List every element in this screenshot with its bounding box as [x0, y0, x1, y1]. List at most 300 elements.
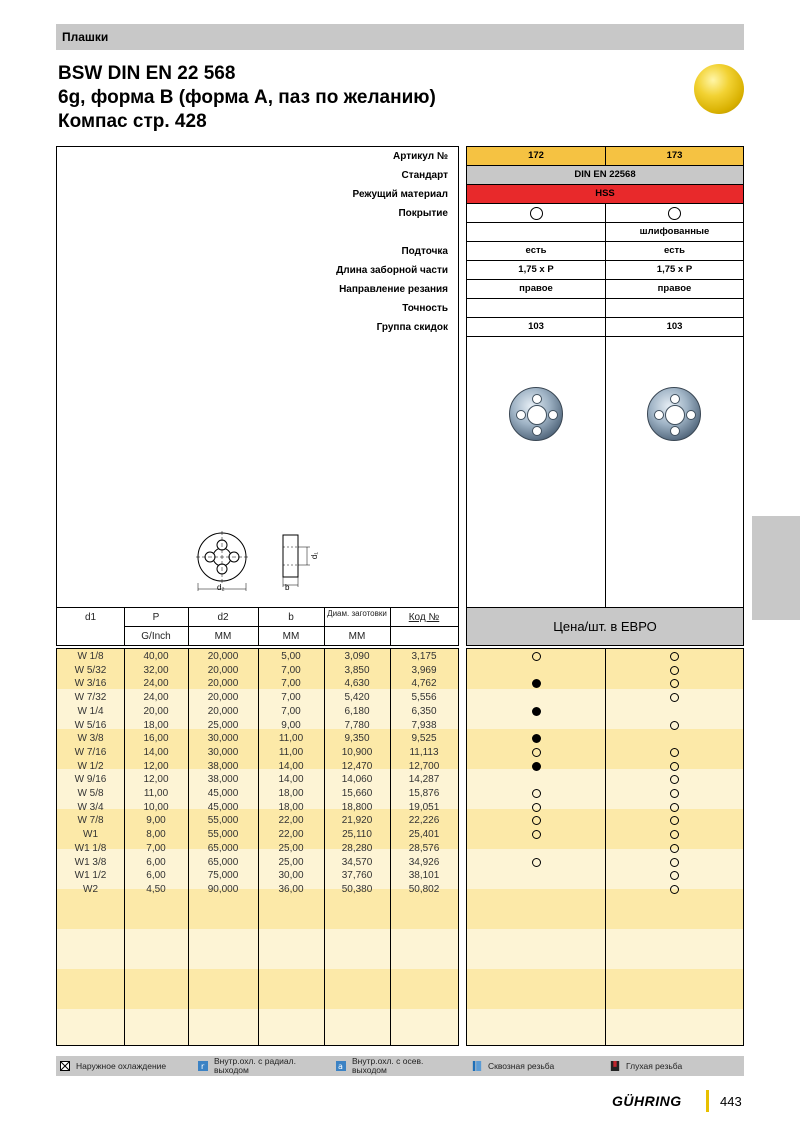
availability-row: [467, 774, 743, 785]
section-header: Плашки: [56, 24, 744, 50]
title-line-1: BSW DIN EN 22 568: [58, 63, 236, 84]
cell-blank: 14,060: [341, 774, 373, 786]
availability-173: [605, 884, 743, 895]
cell-b: 22,00: [278, 829, 304, 841]
cell-blank: 21,920: [341, 815, 373, 827]
cell-blank: 9,350: [344, 733, 370, 745]
article-row: [467, 147, 743, 166]
open-circle-icon: [670, 652, 679, 661]
open-circle-icon: [670, 885, 679, 894]
cell-p: 18,00: [143, 719, 169, 731]
cell-b: 7,00: [281, 664, 301, 676]
cell-d2: 20,000: [207, 678, 239, 690]
availability-173: [605, 843, 743, 854]
cell-d2: 20,000: [207, 692, 239, 704]
availability-173: [605, 870, 743, 881]
legend-text: Внутр.охл. с радиал. выходом: [214, 1056, 296, 1075]
open-circle-icon: [532, 816, 541, 825]
table-row: [57, 651, 458, 662]
cell-d2: 38,000: [207, 760, 239, 772]
cell-blank: 34,570: [341, 856, 373, 868]
cell-code: 28,576: [408, 842, 440, 854]
cell-d1: W 5/8: [77, 788, 104, 799]
availability-row: [467, 706, 743, 717]
die-side-view: [283, 535, 310, 587]
availability-172: [467, 843, 605, 854]
coating-note-row: [467, 223, 743, 242]
cell-d1: W 5/32: [74, 664, 107, 676]
cell-b: 14,00: [278, 774, 304, 786]
availability-row: [467, 733, 743, 744]
open-circle-icon: [532, 830, 541, 839]
table-row: [57, 815, 458, 826]
availability-row: [467, 802, 743, 813]
cell-code: 14,287: [408, 774, 440, 786]
table-row: [57, 720, 458, 731]
cell-d2: 30,000: [207, 733, 239, 745]
open-circle-icon: [670, 721, 679, 730]
cell-d2: 45,000: [207, 788, 239, 799]
col-d1: d1: [84, 612, 97, 623]
article-172: 172: [528, 150, 544, 161]
cell-code: 11,113: [409, 746, 439, 758]
availability-172: [467, 747, 605, 758]
open-circle-icon: [670, 748, 679, 757]
cell-blank: 37,760: [341, 870, 373, 882]
label-discount: Группа скидок: [376, 322, 448, 333]
chamfer-173: есть: [605, 242, 743, 260]
cell-code: 12,700: [408, 760, 440, 772]
availability-row: [467, 747, 743, 758]
availability-row: [467, 870, 743, 881]
open-circle-icon: [532, 652, 541, 661]
cell-d1: W 3/16: [74, 678, 107, 690]
spec-label-list: [118, 147, 448, 337]
open-circle-icon: [670, 803, 679, 812]
cell-b: 14,00: [278, 760, 304, 772]
availability-172: [467, 774, 605, 785]
material-value: HSS: [595, 188, 615, 199]
coating-row: [467, 204, 743, 223]
product-title: [58, 62, 658, 134]
cell-d1: W 7/16: [74, 746, 107, 758]
table-body-dimensions: [56, 648, 459, 1046]
availability-row: [467, 815, 743, 826]
open-circle-icon: [532, 858, 541, 867]
table-row: [57, 761, 458, 772]
cell-b: 18,00: [278, 801, 304, 813]
accuracy-row: [467, 299, 743, 318]
cell-code: 3,969: [411, 664, 437, 676]
legend-blind-thread: [610, 1056, 682, 1076]
cell-code: 4,762: [411, 678, 437, 690]
lead-173: 1,75 x P: [605, 261, 743, 279]
cell-d2: 20,000: [207, 651, 239, 662]
cell-p: 16,00: [143, 733, 169, 745]
drawing-label-d1: d₁: [310, 551, 320, 560]
spec-labels-panel: [56, 146, 459, 608]
cell-d1: W 1/8: [77, 651, 104, 662]
availability-172: [467, 857, 605, 868]
cell-d2: 20,000: [207, 705, 239, 717]
accuracy-172: [467, 299, 605, 317]
col-code: Код №: [408, 612, 440, 623]
cell-code: 34,926: [408, 856, 440, 868]
cell-blank: 15,660: [341, 788, 373, 799]
cell-p: 11,00: [143, 788, 169, 799]
title-line-2: 6g, форма B (форма A, паз по желанию): [58, 87, 436, 108]
cell-d2: 55,000: [207, 815, 239, 827]
cell-p: 12,00: [143, 760, 169, 772]
cell-code: 25,401: [408, 829, 440, 841]
cell-d1: W2: [83, 883, 98, 895]
availability-173: [605, 802, 743, 813]
availability-172: [467, 720, 605, 731]
label-accuracy: Точность: [402, 303, 448, 314]
unit-p: G/Inch: [141, 631, 171, 642]
availability-173: [605, 678, 743, 689]
col-b: b: [288, 612, 294, 623]
cell-d1: W 9/16: [74, 774, 107, 786]
table-row: [57, 692, 458, 703]
cell-p: 14,00: [143, 746, 169, 758]
die-drawing: [192, 525, 342, 595]
table-row: [57, 706, 458, 717]
cell-d2: 65,000: [207, 842, 239, 854]
cell-d1: W 7/8: [77, 815, 104, 827]
table-body-availability: [466, 648, 744, 1046]
cell-code: 22,226: [408, 815, 440, 827]
availability-173: [605, 706, 743, 717]
cell-p: 10,00: [143, 801, 169, 813]
cell-b: 36,00: [278, 883, 304, 895]
price-header: Цена/шт. в ЕВРО: [466, 608, 744, 646]
table-row: [57, 884, 458, 895]
legend-external-coolant: [60, 1056, 166, 1076]
availability-173: [605, 747, 743, 758]
availability-173: [605, 720, 743, 731]
cell-code: 50,802: [408, 883, 440, 895]
availability-172: [467, 870, 605, 881]
open-circle-icon: [532, 748, 541, 757]
cell-d2: 45,000: [207, 801, 239, 813]
availability-173: [605, 788, 743, 799]
title-line-3: Компас стр. 428: [58, 111, 207, 132]
drawing-label-b: b: [285, 583, 290, 592]
availability-172: [467, 733, 605, 744]
availability-row: [467, 720, 743, 731]
availability-row: [467, 665, 743, 676]
open-circle-icon: [670, 775, 679, 784]
cell-b: 7,00: [281, 678, 301, 690]
availability-173: [605, 665, 743, 676]
label-chamfer: Подточка: [401, 246, 448, 257]
label-material: Режущий материал: [352, 189, 448, 200]
label-article: Артикул №: [393, 151, 448, 162]
cell-d1: W1: [83, 829, 98, 841]
cell-code: 5,556: [411, 692, 437, 704]
coating-note-172: [467, 223, 605, 241]
blind-thread-icon: [610, 1061, 620, 1071]
cell-d1: W 1/2: [77, 760, 104, 772]
cell-d1: W1 3/8: [74, 856, 107, 868]
availability-row: [467, 884, 743, 895]
availability-row: [467, 761, 743, 772]
open-circle-icon: [670, 871, 679, 880]
cell-p: 6,00: [146, 856, 166, 868]
availability-173: [605, 692, 743, 703]
cell-d2: 30,000: [207, 746, 239, 758]
cell-b: 5,00: [281, 651, 301, 662]
availability-172: [467, 829, 605, 840]
table-row: [57, 802, 458, 813]
side-tab[interactable]: [752, 516, 800, 620]
discount-173: 103: [605, 318, 743, 336]
cell-d2: 75,000: [207, 870, 239, 882]
table-row: [57, 747, 458, 758]
filled-dot-icon: [532, 679, 541, 688]
brand-accent-bar: [706, 1090, 709, 1112]
open-circle-icon: [532, 789, 541, 798]
direction-row: [467, 280, 743, 299]
label-standard: Стандарт: [401, 170, 448, 181]
article-173: 173: [605, 147, 743, 165]
cell-d2: 25,000: [207, 719, 239, 731]
svg-text:a: a: [338, 1062, 343, 1071]
open-circle-icon: [670, 679, 679, 688]
cell-p: 9,00: [146, 815, 166, 827]
material-row: [467, 185, 743, 204]
col-p: P: [152, 612, 160, 623]
cell-d1: W 5/16: [74, 719, 107, 731]
table-row: [57, 829, 458, 840]
direction-173: правое: [605, 280, 743, 298]
cell-code: 38,101: [408, 870, 440, 882]
availability-172: [467, 678, 605, 689]
cell-d2: 38,000: [207, 774, 239, 786]
cell-p: 20,00: [143, 705, 169, 717]
cell-d1: W 3/8: [77, 733, 104, 745]
availability-173: [605, 829, 743, 840]
cell-blank: 6,180: [344, 705, 370, 717]
svg-text:r: r: [201, 1062, 205, 1071]
open-circle-icon: [670, 858, 679, 867]
table-row: [57, 665, 458, 676]
availability-173: [605, 815, 743, 826]
availability-172: [467, 815, 605, 826]
availability-row: [467, 829, 743, 840]
lead-row: [467, 261, 743, 280]
availability-row: [467, 692, 743, 703]
col-d2: d2: [217, 612, 229, 623]
cell-p: 24,00: [143, 692, 169, 704]
direction-172: правое: [519, 283, 553, 294]
label-coating: Покрытие: [398, 208, 448, 219]
availability-173: [605, 733, 743, 744]
yellow-ball-icon: [694, 64, 744, 114]
open-circle-icon: [670, 816, 679, 825]
table-header: [56, 608, 459, 646]
availability-row: [467, 788, 743, 799]
legend-radial-coolant: [198, 1056, 318, 1076]
cell-d1: W1 1/2: [74, 870, 107, 882]
cell-d1: W 3/4: [77, 801, 104, 813]
cell-blank: 25,110: [342, 829, 372, 841]
uncoated-circle-icon: [668, 207, 681, 220]
accuracy-173: [605, 299, 743, 317]
open-circle-icon: [670, 844, 679, 853]
cell-code: 3,175: [411, 651, 437, 662]
legend-text: Сквозная резьба: [488, 1060, 555, 1071]
availability-row: [467, 857, 743, 868]
cell-blank: 3,090: [344, 651, 370, 662]
cell-blank: 4,630: [344, 678, 370, 690]
availability-172: [467, 706, 605, 717]
through-thread-icon: [472, 1061, 482, 1071]
column-divider: [605, 337, 606, 607]
availability-172: [467, 692, 605, 703]
open-circle-icon: [670, 693, 679, 702]
cell-b: 7,00: [281, 705, 301, 717]
cell-d2: 20,000: [207, 664, 239, 676]
availability-172: [467, 884, 605, 895]
cell-b: 30,00: [278, 870, 304, 882]
uncoated-circle-icon: [530, 207, 543, 220]
cell-p: 24,00: [143, 678, 169, 690]
discount-row: [467, 318, 743, 337]
dimensions-table: [56, 608, 744, 1046]
page-number: 443: [720, 1094, 742, 1109]
legend-text: Внутр.охл. с осев. выходом: [352, 1056, 424, 1075]
brand-logo: GÜHRING: [612, 1093, 682, 1109]
cell-p: 8,00: [146, 829, 166, 841]
die-photo-172-icon: [509, 387, 563, 441]
cell-blank: 5,420: [344, 692, 370, 704]
chamfer-row: [467, 242, 743, 261]
cell-b: 11,00: [278, 746, 304, 758]
table-row: [57, 678, 458, 689]
coating-173: [605, 204, 743, 222]
availability-172: [467, 788, 605, 799]
coating-172: [467, 204, 605, 222]
cell-blank: 18,800: [341, 801, 373, 813]
open-circle-icon: [670, 762, 679, 771]
cell-d2: 65,000: [207, 856, 239, 868]
availability-173: [605, 774, 743, 785]
availability-172: [467, 761, 605, 772]
cell-b: 25,00: [278, 856, 304, 868]
cell-d1: W 1/4: [77, 705, 104, 717]
table-row: [57, 857, 458, 868]
cell-blank: 50,380: [341, 883, 373, 895]
unit-b: MM: [282, 631, 300, 642]
availability-172: [467, 802, 605, 813]
label-direction: Направление резания: [339, 284, 448, 295]
legend-through-thread: [472, 1056, 554, 1076]
standard-value: DIN EN 22568: [574, 169, 636, 180]
cell-d2: 90,000: [207, 883, 239, 895]
availability-172: [467, 665, 605, 676]
crossed-box-icon: [60, 1061, 70, 1071]
cell-code: 7,938: [411, 719, 437, 731]
cell-p: 6,00: [146, 870, 166, 882]
cell-b: 11,00: [278, 733, 304, 745]
unit-blank: MM: [348, 631, 366, 642]
cell-code: 6,350: [411, 705, 437, 717]
cell-blank: 7,780: [344, 719, 370, 731]
discount-172: 103: [528, 321, 544, 332]
open-circle-icon: [670, 789, 679, 798]
die-front-view: [196, 531, 248, 591]
availability-row: [467, 651, 743, 662]
cell-b: 22,00: [278, 815, 304, 827]
axial-coolant-icon: [336, 1061, 346, 1071]
legend-text: Наружное охлаждение: [76, 1060, 167, 1071]
cell-blank: 10,900: [341, 746, 373, 758]
availability-row: [467, 678, 743, 689]
table-row: [57, 870, 458, 881]
cell-blank: 3,850: [344, 664, 370, 676]
open-circle-icon: [670, 830, 679, 839]
cell-p: 40,00: [143, 651, 169, 662]
cell-p: 32,00: [143, 664, 169, 676]
filled-dot-icon: [532, 762, 541, 771]
availability-173: [605, 761, 743, 772]
cell-b: 25,00: [278, 842, 304, 854]
cell-code: 15,876: [408, 788, 440, 799]
availability-172: [467, 651, 605, 662]
cell-p: 12,00: [143, 774, 169, 786]
table-row: [57, 843, 458, 854]
cell-p: 4,50: [146, 883, 166, 895]
cell-d1: W1 1/8: [74, 842, 107, 854]
filled-dot-icon: [532, 707, 541, 716]
filled-dot-icon: [532, 734, 541, 743]
table-row: [57, 733, 458, 744]
cell-b: 9,00: [281, 719, 301, 731]
cell-blank: 12,470: [341, 760, 373, 772]
article-panel: [466, 146, 744, 608]
standard-row: [467, 166, 743, 185]
coating-note-173: шлифованные: [605, 223, 743, 241]
cell-b: 7,00: [281, 692, 301, 704]
col-blank: Диам. заготовки: [327, 609, 387, 618]
open-circle-icon: [670, 666, 679, 675]
cell-b: 18,00: [278, 788, 304, 799]
table-row: [57, 774, 458, 785]
cell-code: 19,051: [408, 801, 440, 813]
unit-d2: MM: [214, 631, 232, 642]
legend-bar: [56, 1056, 744, 1076]
cell-code: 9,525: [411, 733, 437, 745]
die-photo-173-icon: [647, 387, 701, 441]
availability-row: [467, 843, 743, 854]
legend-axial-coolant: [336, 1056, 456, 1076]
table-row: [57, 788, 458, 799]
label-lead: Длина заборной части: [336, 265, 448, 276]
cell-d2: 55,000: [207, 829, 239, 841]
cell-blank: 28,280: [341, 842, 373, 854]
open-circle-icon: [532, 803, 541, 812]
cell-p: 7,00: [146, 842, 166, 854]
legend-text: Глухая резьба: [626, 1060, 683, 1071]
radial-coolant-icon: [198, 1061, 208, 1071]
chamfer-172: есть: [525, 245, 547, 256]
lead-172: 1,75 x P: [518, 264, 554, 275]
cell-d1: W 7/32: [74, 692, 107, 704]
availability-173: [605, 651, 743, 662]
drawing-label-d2: d₂: [217, 583, 225, 592]
